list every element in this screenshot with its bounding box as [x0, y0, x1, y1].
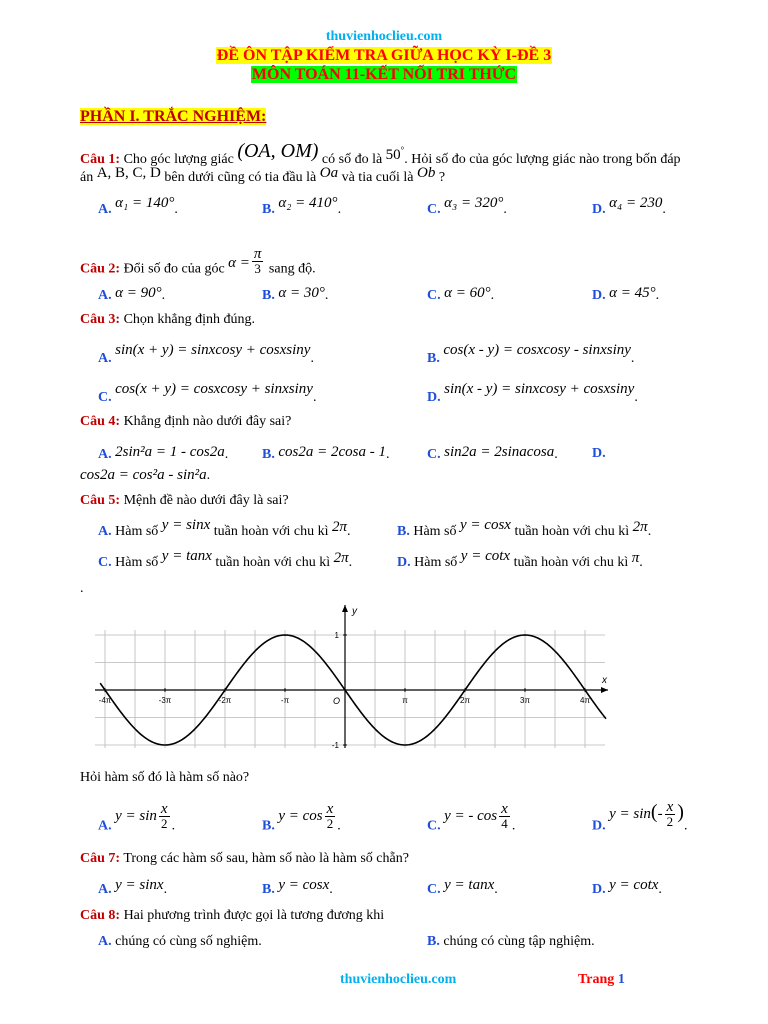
option-a[interactable]: A. y = sin $\frac{x}{2}$ .: [98, 801, 176, 834]
y-tick-label: 1: [334, 631, 339, 640]
question-text: án: [80, 170, 94, 185]
option-c[interactable]: C. y = - cos $\frac{x}{4}$ .: [427, 801, 516, 834]
question-text: Cho góc lượng giác: [123, 152, 234, 167]
question-8: [80, 907, 384, 925]
x-tick-label: -4π: [98, 696, 112, 705]
graph-labels: [99, 606, 608, 750]
question-text: Đổi số đo của góc: [123, 261, 225, 277]
question-text: bên dưới cũng có tia đầu là: [164, 170, 317, 185]
option-c[interactable]: C. α = 60°.: [427, 285, 495, 303]
option-b[interactable]: B. α₂ = 410°.: [262, 195, 342, 217]
option-a[interactable]: A. Hàm số y = sinx tuần hoàn với chu kì 2π.: [98, 517, 351, 539]
option-a[interactable]: A. α₁ = 140°.: [98, 195, 178, 217]
option-b[interactable]: B. y = cosx.: [262, 877, 333, 897]
x-tick-label: -2π: [218, 696, 232, 705]
math-fraction: $\frac{\pi}{3}$: [253, 246, 262, 276]
question-label: Câu 7:: [80, 851, 121, 866]
math-angle: (OA, OM): [237, 140, 319, 162]
option-d[interactable]: D. y = sin(- $\frac{x}{2}$ ).: [592, 799, 688, 834]
option-d[interactable]: D. sin(x - y) = sinxcosy + cosxsiny.: [427, 381, 638, 405]
option-d[interactable]: D. α = 45°.: [592, 285, 660, 303]
question-text: và tia cuối là: [341, 170, 414, 185]
x-tick-label: -π: [280, 696, 290, 705]
question-label: Câu 4:: [80, 414, 121, 429]
question-4: [80, 413, 291, 431]
option-c[interactable]: C. y = tanx.: [427, 877, 498, 897]
footer-site: thuvienhoclieu.com: [340, 972, 457, 987]
question-1-line2: [80, 165, 446, 187]
x-tick-label: 3π: [520, 696, 530, 705]
question-text: Hỏi hàm số đó là hàm số nào?: [80, 770, 250, 785]
question-label: Câu 1:: [80, 152, 121, 167]
question-text: ?: [438, 170, 446, 185]
x-tick-label: -3π: [158, 696, 172, 705]
part-heading: PHẦN I. TRẮC NGHIỆM:: [80, 108, 267, 125]
question-label: Câu 2:: [80, 261, 121, 277]
question-5: [80, 492, 289, 510]
option-d-value: cos2a = cos²a - sin²a.: [80, 467, 211, 483]
option-b[interactable]: B. α = 30°.: [262, 285, 329, 303]
math-alpha: α =: [228, 254, 250, 271]
y-tick-label: -1: [331, 741, 339, 750]
x-tick-label: 2π: [460, 696, 470, 705]
option-c[interactable]: C. sin2a = 2sinacosa.: [427, 444, 558, 462]
option-d[interactable]: D.: [592, 446, 606, 461]
option-a[interactable]: A. α = 90°.: [98, 285, 166, 303]
question-7: [80, 850, 409, 868]
option-b[interactable]: B. chúng có cùng tập nghiệm.: [427, 934, 595, 949]
question-2: [80, 246, 316, 284]
question-1: [80, 140, 681, 169]
question-label: Câu 8:: [80, 908, 121, 923]
question-text: có số đo là: [321, 152, 383, 167]
question-3: [80, 311, 255, 329]
question-text: Chọn khẳng định đúng.: [123, 312, 256, 327]
option-a[interactable]: A. sin(x + y) = sinxcosy + cosxsiny.: [98, 342, 314, 366]
stray-dot: .: [80, 581, 84, 596]
option-d[interactable]: D. Hàm số y = cotx tuần hoàn với chu kì π.: [397, 548, 643, 570]
exam-title: ĐỀ ÔN TẬP KIỂM TRA GIỮA HỌC KỲ I-ĐỀ 3: [216, 47, 552, 64]
question-label: Câu 5:: [80, 493, 121, 508]
graph-axes: [95, 605, 608, 748]
math-oa: Oa: [319, 165, 339, 181]
subject-title: MÔN TOÁN 11-KẾT NỐI TRI THỨC: [251, 66, 517, 83]
question-text: Khẳng định nào dưới đây sai?: [123, 414, 292, 429]
question-text: Mệnh đề nào dưới đây là sai?: [123, 493, 289, 508]
option-d[interactable]: D. α₄ = 230.: [592, 195, 666, 217]
question-text: Trong các hàm số sau, hàm số nào là hàm số chẵn?: [123, 851, 409, 866]
option-b[interactable]: B. Hàm số y = cosx tuần hoàn với chu kì 2π.: [397, 517, 652, 539]
x-tick-label: π: [402, 696, 408, 705]
y-axis-label: y: [352, 606, 357, 617]
sine-graph: [90, 600, 610, 750]
x-axis-arrow: [601, 687, 608, 693]
math-abcd: A, B, C, D: [96, 165, 161, 181]
option-b[interactable]: B. y = cos $\frac{x}{2}$ .: [262, 801, 341, 834]
math-50: 50°: [385, 145, 405, 163]
question-text: sang độ.: [268, 261, 316, 277]
option-a[interactable]: A. y = sinx.: [98, 877, 168, 897]
question-text: . Hỏi số đo của góc lượng giác nào trong bốn đáp: [404, 152, 681, 167]
option-c[interactable]: C. cos(x + y) = cosxcosy + sinxsiny.: [98, 381, 317, 405]
option-b[interactable]: B. cos(x - y) = cosxcosy - sinxsiny.: [427, 342, 635, 366]
option-d[interactable]: D. y = cotx.: [592, 877, 662, 897]
option-c[interactable]: C. α₃ = 320°.: [427, 195, 507, 217]
option-a[interactable]: A. chúng có cùng số nghiệm.: [98, 934, 262, 949]
x-tick-label: 4π: [580, 696, 590, 705]
y-axis-arrow: [342, 605, 348, 612]
option-a[interactable]: A. 2sin²a = 1 - cos2a.: [98, 444, 229, 462]
question-label: Câu 3:: [80, 312, 121, 327]
page-number: Trang 1: [578, 972, 625, 987]
math-ob: Ob: [417, 165, 436, 181]
option-b[interactable]: B. cos2a = 2cosa - 1.: [262, 444, 390, 462]
question-text: Hai phương trình được gọi là tương đương khi: [123, 908, 385, 923]
x-axis-label: x: [602, 675, 607, 686]
header-site: thuvienhoclieu.com: [325, 29, 443, 44]
origin-label: O: [333, 696, 341, 706]
question-6: [80, 769, 249, 787]
option-c[interactable]: C. Hàm số y = tanx tuần hoàn với chu kì 2π.: [98, 548, 353, 570]
graph-grid: [95, 630, 610, 748]
